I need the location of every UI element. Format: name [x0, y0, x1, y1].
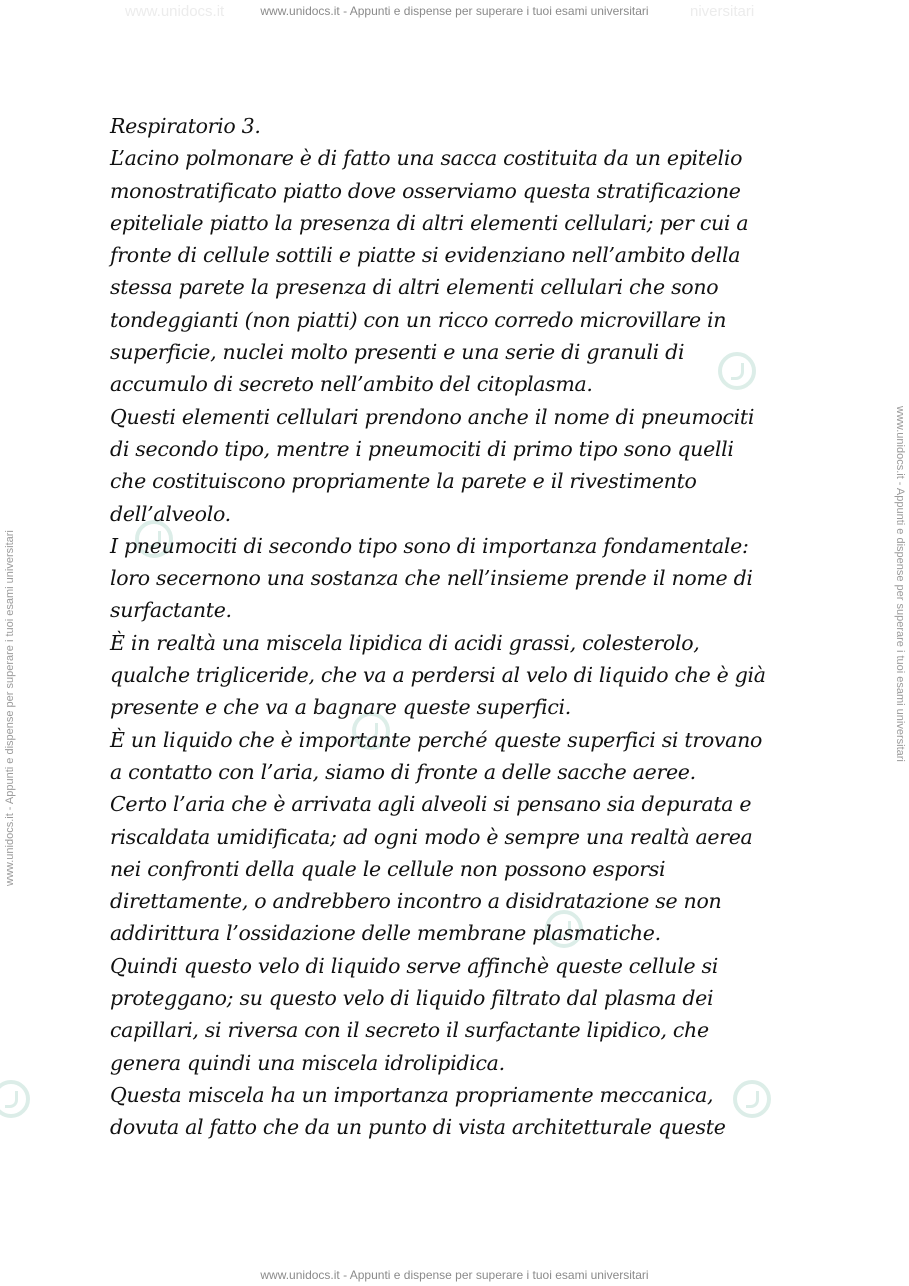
document-body [110, 110, 810, 1144]
watermark-ghost-right: niversitari [690, 3, 755, 20]
right-side-watermark: www.unidocs.it - Appunti e dispense per superare i tuoi esami universitari [894, 406, 906, 762]
text-line: loro secernono una sostanza che nell’insieme prende il nome di [110, 566, 753, 591]
text-line: riscaldata umidificata; ad ogni modo è sempre una realtà aerea [110, 824, 753, 849]
text-line: dovuta al fatto che da un punto di vista architetturale queste [110, 1115, 726, 1140]
text-line: È un liquido che è importante perché queste superfici si trovano [110, 727, 763, 752]
text-line: Certo l’aria che è arrivata agli alveoli si pensano sia depurata e [110, 792, 752, 817]
text-line: surfactante. [110, 598, 232, 623]
text-line: qualche trigliceride, che va a perdersi al velo di liquido che è già [110, 663, 766, 688]
header-watermark: www.unidocs.it - Appunti e dispense per superare i tuoi esami universitari [260, 4, 649, 18]
left-side-watermark: www.unidocs.it - Appunti e dispense per superare i tuoi esami universitari [4, 530, 16, 886]
text-line: proteggano; su questo velo di liquido filtrato dal plasma dei [110, 986, 714, 1011]
text-line: È in realtà una miscela lipidica di acidi grassi, colesterolo, [110, 630, 700, 655]
text-line: Questa miscela ha un importanza propriamente meccanica, [110, 1082, 714, 1107]
text-line: a contatto con l’aria, siamo di fronte a delle sacche aeree. [110, 759, 696, 784]
text-line: dell’alveolo. [110, 501, 231, 526]
text-line: addirittura l’ossidazione delle membrane plasmatiche. [110, 921, 661, 946]
text-line: Questi elementi cellulari prendono anche il nome di pneumociti [110, 404, 755, 429]
text-line: capillari, si riversa con il secreto il surfactante lipidico, che [110, 1018, 709, 1043]
text-line: che costituiscono propriamente la parete e il rivestimento [110, 469, 697, 494]
text-line: I pneumociti di secondo tipo sono di importanza fondamentale: [110, 533, 749, 558]
text-line: Quindi questo velo di liquido serve affinchè queste cellule si [110, 953, 718, 978]
text-line: di secondo tipo, mentre i pneumociti di primo tipo sono quelli [110, 436, 734, 461]
document-title: Respiratorio 3. [110, 114, 261, 138]
text-line: tondeggianti (non piatti) con un ricco corredo microvillare in [110, 307, 727, 332]
text-line: superficie, nuclei molto presenti e una serie di granuli di [110, 340, 685, 365]
text-line: presente e che va a bagnare queste superfici. [110, 695, 572, 720]
watermark-ghost-left: www.unidocs.it [125, 3, 225, 20]
text-line: nei confronti della quale le cellule non possono esporsi [110, 856, 666, 881]
text-line: fronte di cellule sottili e piatte si evidenziano nell’ambito della [110, 243, 741, 268]
text-line: L’acino polmonare è di fatto una sacca costituita da un epitelio [110, 146, 743, 171]
text-line: epiteliale piatto la presenza di altri elementi cellulari; per cui a [110, 210, 749, 235]
text-line: stessa parete la presenza di altri elementi cellulari che sono [110, 275, 719, 300]
text-line: direttamente, o andrebbero incontro a disidratazione se non [110, 889, 722, 914]
text-line: genera quindi una miscela idrolipidica. [110, 1050, 505, 1075]
footer-watermark: www.unidocs.it - Appunti e dispense per superare i tuoi esami universitari [260, 1268, 649, 1282]
unidocs-logo-icon [0, 1080, 30, 1118]
text-line: accumulo di secreto nell’ambito del citoplasma. [110, 372, 593, 397]
text-line: monostratificato piatto dove osserviamo questa stratificazione [110, 178, 741, 203]
